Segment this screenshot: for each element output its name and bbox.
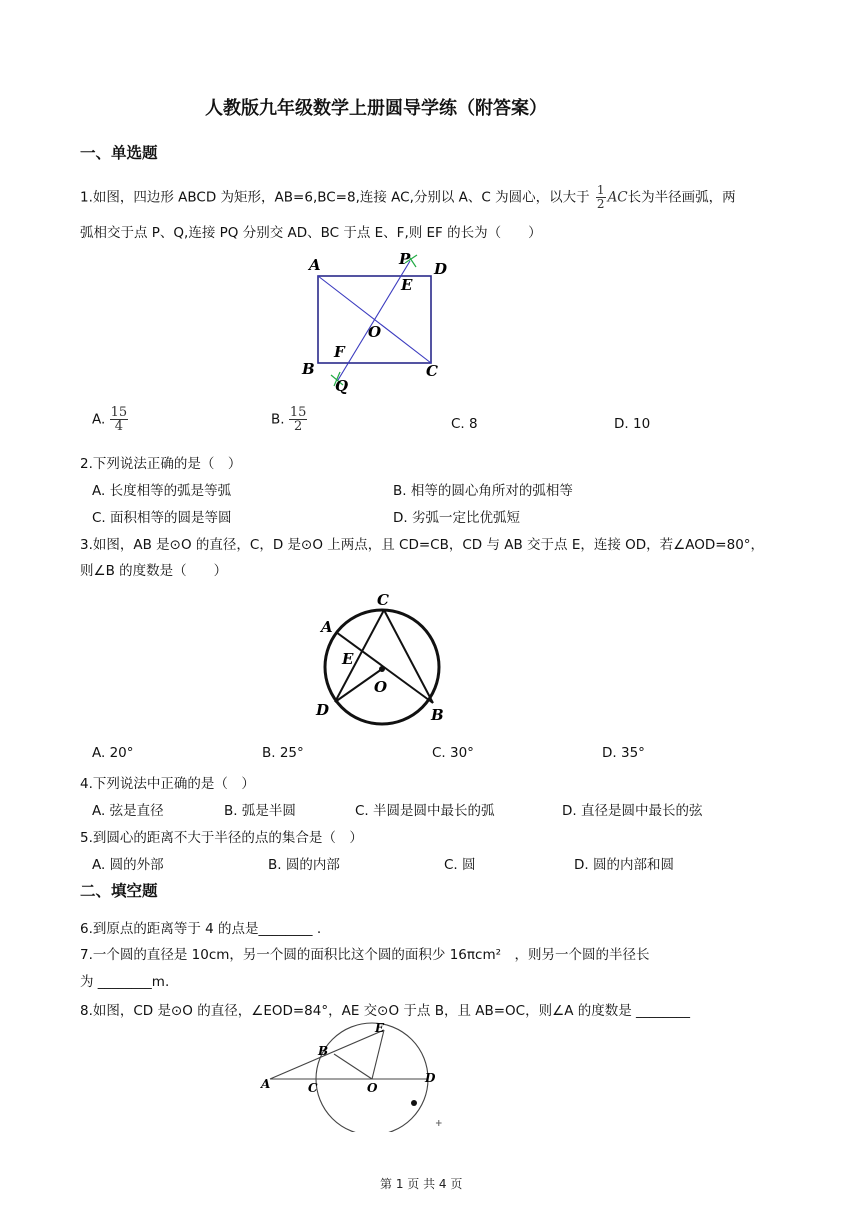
radius-ob (334, 1054, 372, 1079)
q5-option-c: C. 圆 (444, 857, 476, 873)
q1-option-c: C. 8 (451, 416, 478, 432)
label-e: E (375, 1022, 385, 1035)
page-footer: 第 1 页 共 4 页 (380, 1177, 463, 1191)
option-a-numerator: 15 (110, 405, 128, 420)
q3-option-c: C. 30° (432, 745, 474, 761)
q3-option-a: A. 20° (92, 745, 134, 761)
question-5-stem: 5.到圆心的距离不大于半径的点的集合是（ ） (80, 830, 363, 846)
option-b-prefix: B. (271, 411, 285, 428)
label-d: D (316, 701, 330, 719)
section-heading-fill-in: 二、填空题 (80, 882, 158, 900)
q2-option-c: C. 面积相等的圆是等圆 (92, 510, 232, 526)
option-b-fraction (289, 406, 308, 433)
q4-option-d: D. 直径是圆中最长的弦 (562, 803, 703, 819)
chord-cb (384, 610, 433, 703)
question-3-line-2: 则∠B 的度数是（ ） (80, 563, 228, 579)
label-b: B (318, 1044, 329, 1058)
label-a: A (261, 1077, 271, 1091)
q1-option-a (92, 406, 128, 433)
question-7-line-1: 7.一个圆的直径是 10cm，另一个圆的面积比这个圆的面积少 16πcm² ，则另一个圆的半径长 (80, 947, 650, 963)
option-a-prefix: A. (92, 411, 106, 428)
label-e: E (401, 276, 413, 294)
q5-option-a: A. 圆的外部 (92, 857, 164, 873)
option-a-denominator: 4 (114, 419, 123, 434)
label-c: C (426, 362, 438, 380)
label-c: C (308, 1081, 318, 1095)
q5-option-b: B. 圆的内部 (268, 857, 340, 873)
question-8-stem: 8.如图，CD 是⊙O 的直径，∠EOD=84°，AE 交⊙O 于点 B，且 AB=OC，则∠A 的度数是 ________ (80, 1003, 691, 1019)
question-1-line-2: 弧相交于点 P、Q,连接 PQ 分别交 AD、BC 于点 E、F,则 EF 的长为（ ） (80, 225, 542, 241)
label-b: B (431, 706, 444, 724)
plus-mark: + (435, 1119, 443, 1129)
question-7-line-2: 为 ________m. (80, 974, 170, 990)
label-f: F (334, 343, 345, 361)
page-title: 人教版九年级数学上册圆导学练（附答案） (205, 98, 547, 119)
label-d: D (425, 1071, 436, 1085)
radius-oe (372, 1030, 384, 1079)
label-p: P (399, 250, 411, 268)
section-heading-single-choice: 一、单选题 (80, 144, 158, 162)
fraction-half (596, 184, 606, 211)
q2-option-b: B. 相等的圆心角所对的弧相等 (393, 483, 573, 499)
center-point-o (379, 666, 385, 672)
q5-option-d: D. 圆的内部和圆 (574, 857, 674, 873)
option-b-denominator: 2 (293, 419, 303, 434)
question-3-line-1: 3.如图，AB 是⊙O 的直径，C，D 是⊙O 上两点，且 CD=CB，CD 与 AB 交于点 E，连接 OD，若∠AOD=80°， (80, 537, 765, 553)
circle-figure-q8 (258, 1022, 458, 1132)
line-pq (338, 261, 410, 380)
question-6: 6.到原点的距离等于 4 的点是________ . (80, 921, 322, 937)
label-a: A (309, 256, 321, 274)
question-2-stem: 2.下列说法正确的是（ ） (80, 456, 242, 472)
fraction-denominator: 2 (596, 197, 605, 211)
option-b-numerator: 15 (289, 405, 307, 420)
rectangle-figure (298, 247, 458, 397)
q1-option-d: D. 10 (614, 416, 651, 432)
label-d: D (434, 260, 448, 278)
label-b: B (302, 360, 315, 378)
q4-option-b: B. 弧是半圆 (224, 803, 296, 819)
q3-option-b: B. 25° (262, 745, 304, 761)
label-o: O (374, 678, 388, 696)
circle-figure-q3 (310, 585, 460, 735)
q2-option-d: D. 劣弧一定比优弧短 (393, 510, 520, 526)
label-e: E (342, 650, 354, 668)
fraction-numerator: 1 (596, 183, 605, 197)
label-o: O (368, 323, 382, 341)
label-q: Q (335, 377, 349, 395)
question-1-line-1 (80, 184, 736, 211)
label-o: O (367, 1081, 378, 1095)
q3-option-d: D. 35° (602, 745, 645, 761)
q2-option-a: A. 长度相等的弧是等弧 (92, 483, 232, 499)
label-a: A (321, 618, 333, 636)
q1-option-b (271, 406, 307, 433)
fraction-variable: AC (607, 189, 628, 206)
question-4-stem: 4.下列说法中正确的是（ ） (80, 776, 255, 792)
question-1-text-a: 1.如图，四边形 ABCD 为矩形，AB=6,BC=8,连接 AC,分别以 A、C 为圆心，以大于 (80, 189, 590, 206)
q4-option-c: C. 半圆是圆中最长的弧 (355, 803, 495, 819)
q4-option-a: A. 弦是直径 (92, 803, 164, 819)
label-c: C (377, 591, 389, 609)
question-1-text-b: 长为半径画弧，两 (627, 189, 736, 206)
option-a-fraction (110, 406, 129, 433)
point-marker (411, 1100, 417, 1106)
